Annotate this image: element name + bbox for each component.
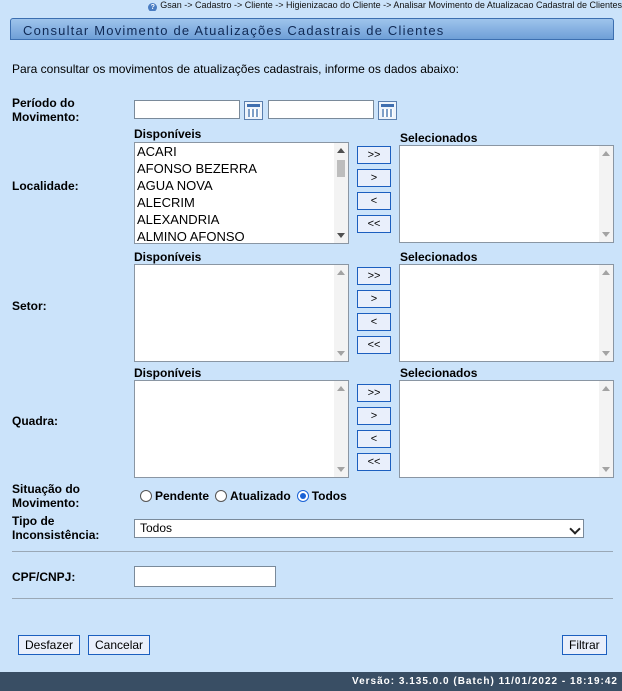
desfazer-button[interactable]: Desfazer xyxy=(18,635,80,655)
list-item[interactable]: ACARI xyxy=(137,144,177,159)
divider xyxy=(12,551,613,552)
scroll-up-icon xyxy=(602,151,610,156)
cpf-cnpj-input[interactable] xyxy=(134,566,276,587)
list-item[interactable]: AGUA NOVA xyxy=(137,178,213,193)
chevron-down-icon xyxy=(569,523,580,534)
tipo-label-line1: Tipo de xyxy=(12,514,55,528)
scroll-down-icon xyxy=(602,351,610,356)
quadra-selected-title: Selecionados xyxy=(400,366,478,380)
scrollbar[interactable] xyxy=(599,265,613,361)
list-item[interactable]: AFONSO BEZERRA xyxy=(137,161,257,176)
atualizado-radio-label[interactable]: Atualizado xyxy=(230,489,291,503)
scrollbar[interactable] xyxy=(599,146,613,242)
situacao-radio-group xyxy=(140,489,353,503)
calendar-icon[interactable] xyxy=(244,101,263,120)
filtrar-button[interactable]: Filtrar xyxy=(562,635,607,655)
quadra-add-button[interactable]: > xyxy=(357,407,391,425)
pendente-radio[interactable] xyxy=(140,490,152,502)
setor-available-title: Disponíveis xyxy=(134,250,202,264)
quadra-remove-all-button[interactable]: << xyxy=(357,453,391,471)
setor-remove-all-button[interactable]: << xyxy=(357,336,391,354)
localidade-selected-list[interactable] xyxy=(399,145,614,243)
periodo-start-input[interactable] xyxy=(134,100,240,119)
localidade-available-list[interactable] xyxy=(134,142,349,244)
setor-add-all-button[interactable]: >> xyxy=(357,267,391,285)
localidade-available-title: Disponíveis xyxy=(134,127,202,141)
localidade-add-button[interactable]: > xyxy=(357,169,391,187)
scrollbar[interactable] xyxy=(334,265,348,361)
list-item[interactable]: ALEXANDRIA xyxy=(137,212,220,227)
intro-text: Para consultar os movimentos de atualizações cadastrais, informe os dados abaixo: xyxy=(12,62,459,76)
list-item[interactable]: ALMINO AFONSO xyxy=(137,229,245,244)
scroll-down-icon xyxy=(337,467,345,472)
page-title-bar xyxy=(10,18,614,40)
scroll-up-icon xyxy=(337,386,345,391)
scroll-down-icon xyxy=(337,351,345,356)
localidade-add-all-button[interactable]: >> xyxy=(357,146,391,164)
quadra-selected-list[interactable] xyxy=(399,380,614,478)
list-item[interactable]: ALECRIM xyxy=(137,195,195,210)
quadra-available-title: Disponíveis xyxy=(134,366,202,380)
page-title: Consultar Movimento de Atualizações Cadastrais de Clientes xyxy=(23,23,445,38)
pendente-radio-label[interactable]: Pendente xyxy=(155,489,210,503)
tipo-label-line2: Inconsistência: xyxy=(12,528,100,542)
cancelar-button[interactable]: Cancelar xyxy=(88,635,150,655)
quadra-label: Quadra: xyxy=(12,414,59,428)
localidade-remove-button[interactable]: < xyxy=(357,192,391,210)
todos-radio-label[interactable]: Todos xyxy=(311,489,347,503)
periodo-label-line1: Período do xyxy=(12,96,75,110)
breadcrumb-text: Gsan -> Cadastro -> Cliente -> Higienizacao do Cliente -> Analisar Movimento de Atualizacao Cadastral de Clientes xyxy=(160,0,622,10)
setor-selected-list[interactable] xyxy=(399,264,614,362)
scrollbar[interactable] xyxy=(599,381,613,477)
scroll-up-icon xyxy=(337,270,345,275)
scroll-down-icon xyxy=(602,467,610,472)
tipo-label xyxy=(12,514,99,542)
tipo-inconsistencia-value: Todos xyxy=(140,521,173,535)
scroll-down-icon xyxy=(602,232,610,237)
quadra-add-all-button[interactable]: >> xyxy=(357,384,391,402)
scroll-up-icon[interactable] xyxy=(337,148,345,153)
quadra-remove-button[interactable]: < xyxy=(357,430,391,448)
scroll-up-icon xyxy=(602,270,610,275)
periodo-label-line2: Movimento: xyxy=(12,110,80,124)
situacao-label xyxy=(12,482,80,510)
setor-selected-title: Selecionados xyxy=(400,250,478,264)
atualizado-radio[interactable] xyxy=(215,490,227,502)
periodo-label xyxy=(12,96,79,124)
situacao-label-line2: Movimento: xyxy=(12,496,80,510)
setor-add-button[interactable]: > xyxy=(357,290,391,308)
scroll-down-icon[interactable] xyxy=(337,233,345,238)
help-icon[interactable]: ? xyxy=(148,3,157,11)
version-footer: Versão: 3.135.0.0 (Batch) 11/01/2022 - 18:19:42 xyxy=(0,672,622,691)
scroll-thumb[interactable] xyxy=(337,160,345,177)
tipo-inconsistencia-select[interactable] xyxy=(134,519,584,538)
setor-label: Setor: xyxy=(12,299,47,313)
divider xyxy=(12,598,613,599)
localidade-selected-title: Selecionados xyxy=(400,131,478,145)
localidade-label: Localidade: xyxy=(12,179,79,193)
scrollbar[interactable] xyxy=(334,381,348,477)
periodo-end-input[interactable] xyxy=(268,100,374,119)
breadcrumb xyxy=(0,0,622,11)
calendar-icon[interactable] xyxy=(378,101,397,120)
todos-radio[interactable] xyxy=(297,490,309,502)
cpf-label: CPF/CNPJ: xyxy=(12,570,76,584)
quadra-available-list[interactable] xyxy=(134,380,349,478)
scrollbar[interactable] xyxy=(334,143,348,243)
localidade-remove-all-button[interactable]: << xyxy=(357,215,391,233)
setor-available-list[interactable] xyxy=(134,264,349,362)
setor-remove-button[interactable]: < xyxy=(357,313,391,331)
situacao-label-line1: Situação do xyxy=(12,482,81,496)
scroll-up-icon xyxy=(602,386,610,391)
